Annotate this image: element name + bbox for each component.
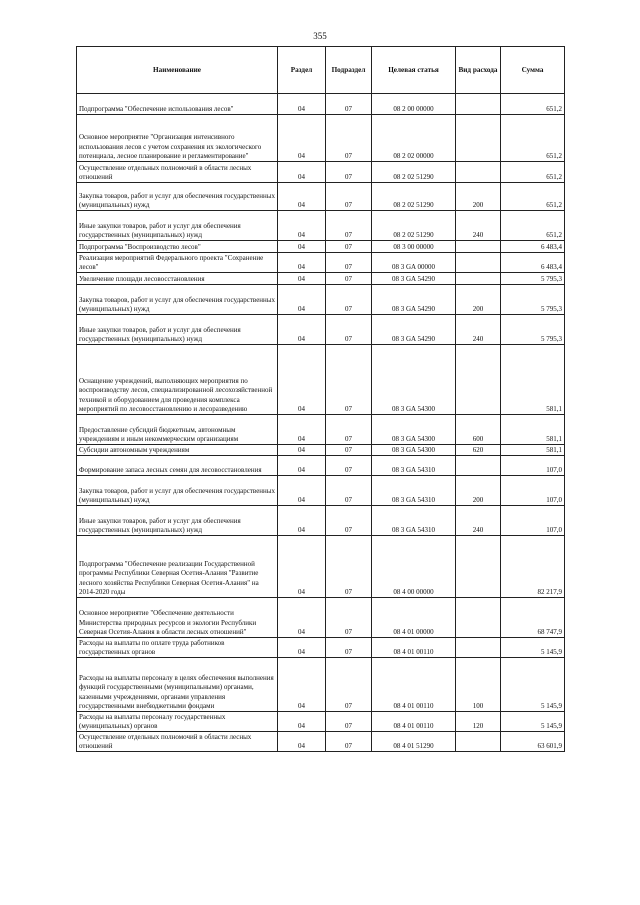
row-expense-type (456, 732, 501, 752)
table-row (77, 712, 565, 732)
table-row (77, 658, 565, 712)
row-target-article: 08 4 01 00110 (372, 712, 456, 732)
header-amount: Сумма (501, 47, 565, 94)
row-target-article: 08 3 GA 00000 (372, 253, 456, 273)
row-target-article: 08 3 GA 54290 (372, 273, 456, 285)
row-amount: 651,2 (501, 183, 565, 211)
table-row (77, 94, 565, 115)
row-target-article: 08 3 00 00000 (372, 241, 456, 253)
row-amount: 68 747,9 (501, 598, 565, 638)
row-podrazdel: 07 (326, 273, 372, 285)
row-expense-type: 100 (456, 658, 501, 712)
row-podrazdel: 07 (326, 183, 372, 211)
table-row (77, 285, 565, 315)
row-target-article: 08 3 GA 54310 (372, 456, 456, 476)
row-target-article: 08 4 01 00000 (372, 598, 456, 638)
row-target-article: 08 2 02 00000 (372, 115, 456, 162)
row-amount: 5 795,3 (501, 273, 565, 285)
row-expense-type (456, 94, 501, 115)
header-razdel: Раздел (278, 47, 326, 94)
row-amount: 581,1 (501, 445, 565, 456)
row-target-article: 08 3 GA 54300 (372, 445, 456, 456)
row-amount: 5 795,3 (501, 315, 565, 345)
row-razdel: 04 (278, 211, 326, 241)
row-razdel: 04 (278, 285, 326, 315)
row-razdel: 04 (278, 183, 326, 211)
row-razdel: 04 (278, 241, 326, 253)
row-razdel: 04 (278, 506, 326, 536)
table-row (77, 445, 565, 456)
row-podrazdel: 07 (326, 162, 372, 183)
table-row (77, 415, 565, 445)
row-expense-type (456, 638, 501, 658)
row-amount: 5 145,9 (501, 638, 565, 658)
row-expense-type: 620 (456, 445, 501, 456)
page-number: 355 (313, 31, 327, 41)
row-amount: 651,2 (501, 94, 565, 115)
row-expense-type (456, 598, 501, 638)
row-expense-type: 200 (456, 285, 501, 315)
row-expense-type: 240 (456, 315, 501, 345)
table-row (77, 241, 565, 253)
row-podrazdel: 07 (326, 115, 372, 162)
row-podrazdel: 07 (326, 285, 372, 315)
header-expense-type: Вид расхода (456, 47, 501, 94)
row-expense-type (456, 456, 501, 476)
row-target-article: 08 3 GA 54290 (372, 315, 456, 345)
row-expense-type: 240 (456, 211, 501, 241)
row-podrazdel: 07 (326, 253, 372, 273)
row-razdel: 04 (278, 712, 326, 732)
table-row (77, 476, 565, 506)
row-target-article: 08 3 GA 54290 (372, 285, 456, 315)
row-razdel: 04 (278, 658, 326, 712)
row-podrazdel: 07 (326, 315, 372, 345)
table-row (77, 211, 565, 241)
row-expense-type: 600 (456, 415, 501, 445)
row-target-article: 08 3 GA 54300 (372, 345, 456, 415)
table-row (77, 162, 565, 183)
row-target-article: 08 2 02 51290 (372, 162, 456, 183)
row-target-article: 08 4 01 51290 (372, 732, 456, 752)
row-razdel: 04 (278, 345, 326, 415)
row-podrazdel: 07 (326, 638, 372, 658)
row-amount: 581,1 (501, 415, 565, 445)
row-podrazdel: 07 (326, 506, 372, 536)
row-expense-type (456, 253, 501, 273)
row-podrazdel: 07 (326, 456, 372, 476)
table-row (77, 345, 565, 415)
row-target-article: 08 3 GA 54300 (372, 415, 456, 445)
row-razdel: 04 (278, 445, 326, 456)
row-name: Осуществление отдельных полномочий в области лесных отношений (77, 732, 278, 752)
row-razdel: 04 (278, 732, 326, 752)
row-expense-type (456, 162, 501, 183)
row-razdel: 04 (278, 162, 326, 183)
row-target-article: 08 2 02 51290 (372, 183, 456, 211)
row-expense-type: 240 (456, 506, 501, 536)
table-row (77, 273, 565, 285)
row-podrazdel: 07 (326, 536, 372, 598)
row-amount: 5 145,9 (501, 658, 565, 712)
row-target-article: 08 2 02 51290 (372, 211, 456, 241)
row-podrazdel: 07 (326, 94, 372, 115)
row-podrazdel: 07 (326, 598, 372, 638)
row-amount: 5 145,9 (501, 712, 565, 732)
table-row (77, 536, 565, 598)
row-razdel: 04 (278, 476, 326, 506)
table-row (77, 638, 565, 658)
row-name: Расходы на выплаты персоналу государственных (муниципальных) органов (77, 712, 278, 732)
row-target-article: 08 4 01 00110 (372, 658, 456, 712)
row-name: Подпрограмма "Воспроизводство лесов" (77, 241, 278, 253)
table-header-row (77, 47, 565, 94)
row-amount: 651,2 (501, 115, 565, 162)
row-amount: 5 795,3 (501, 285, 565, 315)
row-podrazdel: 07 (326, 476, 372, 506)
header-name: Наименование (77, 47, 278, 94)
row-name: Субсидии автономным учреждениям (77, 445, 278, 456)
row-razdel: 04 (278, 536, 326, 598)
row-razdel: 04 (278, 315, 326, 345)
row-name: Формирование запаса лесных семян для лесовосстановления (77, 456, 278, 476)
row-amount: 6 483,4 (501, 241, 565, 253)
row-name: Основное мероприятие "Организация интенсивного использования лесов с учетом сохранения их экологического потенциала, лесное планирование и регламентирование" (77, 115, 278, 162)
row-amount: 651,2 (501, 162, 565, 183)
row-amount: 651,2 (501, 211, 565, 241)
row-expense-type (456, 273, 501, 285)
row-amount: 82 217,9 (501, 536, 565, 598)
row-expense-type (456, 241, 501, 253)
row-podrazdel: 07 (326, 712, 372, 732)
row-name: Оснащение учреждений, выполняющих мероприятия по воспроизводству лесов, специализированной лесохозяйственной техникой и оборудованием для проведения комплекса мероприятий по лесовосстановлению и лесоразведению (77, 345, 278, 415)
row-expense-type: 200 (456, 183, 501, 211)
row-name: Закупка товаров, работ и услуг для обеспечения государственных (муниципальных) нужд (77, 476, 278, 506)
row-name: Закупка товаров, работ и услуг для обеспечения государственных (муниципальных) нужд (77, 183, 278, 211)
header-target-article: Целевая статья (372, 47, 456, 94)
row-name: Осуществление отдельных полномочий в области лесных отношений (77, 162, 278, 183)
row-target-article: 08 4 00 00000 (372, 536, 456, 598)
row-podrazdel: 07 (326, 658, 372, 712)
row-amount: 6 483,4 (501, 253, 565, 273)
row-name: Подпрограмма "Обеспечение реализации Государственной программы Республики Северная Осетия-Алания "Развитие лесного хозяйства Республики Северная Осетия-Алания" на 2014-2020 годы (77, 536, 278, 598)
row-razdel: 04 (278, 456, 326, 476)
row-podrazdel: 07 (326, 732, 372, 752)
row-name: Закупка товаров, работ и услуг для обеспечения государственных (муниципальных) нужд (77, 285, 278, 315)
row-podrazdel: 07 (326, 415, 372, 445)
row-podrazdel: 07 (326, 345, 372, 415)
row-name: Реализация мероприятий Федерального проекта "Сохранение лесов" (77, 253, 278, 273)
table-row (77, 506, 565, 536)
row-podrazdel: 07 (326, 211, 372, 241)
table-row (77, 115, 565, 162)
row-razdel: 04 (278, 115, 326, 162)
row-expense-type (456, 115, 501, 162)
row-amount: 581,1 (501, 345, 565, 415)
row-name: Подпрограмма "Обеспечение использования лесов" (77, 94, 278, 115)
row-target-article: 08 2 00 00000 (372, 94, 456, 115)
row-name: Предоставление субсидий бюджетным, автономным учреждениям и иным некоммерческим организациям (77, 415, 278, 445)
table-row (77, 732, 565, 752)
row-target-article: 08 3 GA 54310 (372, 476, 456, 506)
row-podrazdel: 07 (326, 445, 372, 456)
row-amount: 107,0 (501, 476, 565, 506)
table-row (77, 253, 565, 273)
table-row (77, 183, 565, 211)
row-razdel: 04 (278, 415, 326, 445)
row-amount: 107,0 (501, 456, 565, 476)
row-name: Расходы на выплаты по оплате труда работников государственных органов (77, 638, 278, 658)
row-razdel: 04 (278, 273, 326, 285)
budget-table (76, 46, 565, 752)
row-razdel: 04 (278, 638, 326, 658)
row-name: Расходы на выплаты персоналу в целях обеспечения выполнения функций государственными (муниципальными) органами, казенными учреждениями, органами управления государственными внебюджетными фондами (77, 658, 278, 712)
row-razdel: 04 (278, 598, 326, 638)
header-podrazdel: Подраздел (326, 47, 372, 94)
row-target-article: 08 3 GA 54310 (372, 506, 456, 536)
row-amount: 107,0 (501, 506, 565, 536)
table-row (77, 315, 565, 345)
row-name: Иные закупки товаров, работ и услуг для обеспечения государственных (муниципальных) нужд (77, 211, 278, 241)
row-expense-type (456, 345, 501, 415)
table-row (77, 456, 565, 476)
row-amount: 63 601,9 (501, 732, 565, 752)
row-razdel: 04 (278, 94, 326, 115)
row-expense-type (456, 536, 501, 598)
table-row (77, 598, 565, 638)
row-target-article: 08 4 01 00110 (372, 638, 456, 658)
row-expense-type: 200 (456, 476, 501, 506)
row-name: Иные закупки товаров, работ и услуг для обеспечения государственных (муниципальных) нужд (77, 506, 278, 536)
row-name: Основное мероприятие "Обеспечение деятельности Министерства природных ресурсов и экологии Республики Северная Осетия-Алания в области лесных отношений" (77, 598, 278, 638)
row-razdel: 04 (278, 253, 326, 273)
row-expense-type: 120 (456, 712, 501, 732)
row-name: Иные закупки товаров, работ и услуг для обеспечения государственных (муниципальных) нужд (77, 315, 278, 345)
row-name: Увеличение площади лесовосстановления (77, 273, 278, 285)
row-podrazdel: 07 (326, 241, 372, 253)
